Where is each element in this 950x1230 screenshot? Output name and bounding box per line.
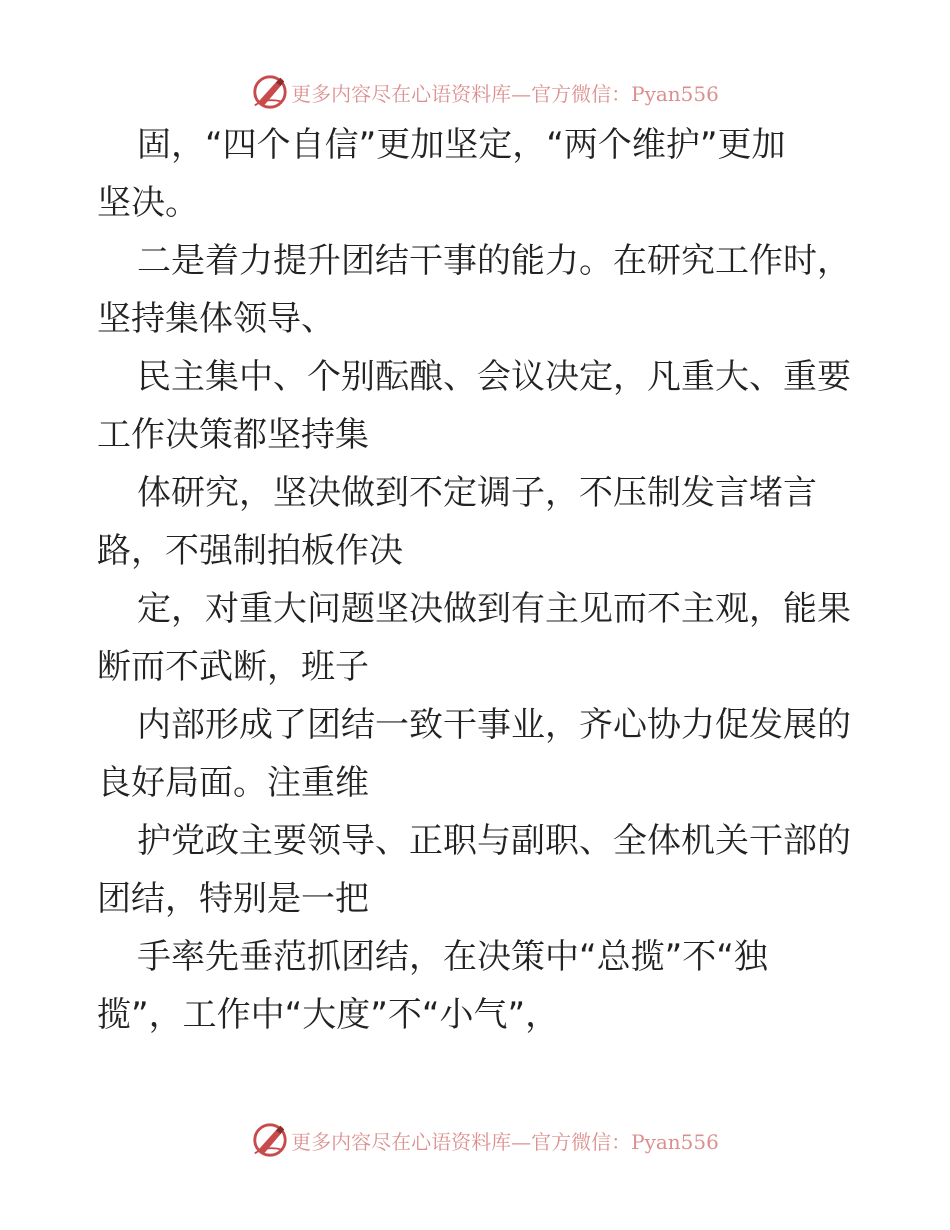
body-text	[97, 116, 857, 1044]
text-line: 坚决。	[97, 183, 199, 223]
text-line: 护党政主要领导、正职与副职、全体机关干部的	[137, 821, 851, 861]
text-line: 民主集中、个别酝酿、会议决定，凡重大、重要	[137, 357, 851, 397]
text-line: 断而不武断，班子	[97, 647, 369, 687]
text-line: 路，不强制拍板作决	[97, 531, 403, 571]
footer-watermark	[0, 1120, 950, 1160]
pen-logo-icon	[251, 73, 289, 111]
text-line: 体研究，坚决做到不定调子，不压制发言堵言	[137, 473, 817, 513]
pen-logo-icon	[251, 1121, 289, 1159]
watermark-text: 更多内容尽在心语资料库—官方微信：Pyan556	[291, 81, 719, 106]
text-line: 团结，特别是一把	[97, 879, 369, 919]
text-line: 定，对重大问题坚决做到有主见而不主观，能果	[137, 589, 851, 629]
header-watermark	[0, 72, 950, 112]
watermark-text: 更多内容尽在心语资料库—官方微信：Pyan556	[291, 1129, 719, 1154]
text-line: 揽”，工作中“大度”不“小气”，	[97, 995, 560, 1035]
text-line: 内部形成了团结一致干事业，齐心协力促发展的	[137, 705, 851, 745]
text-line: 工作决策都坚持集	[97, 415, 369, 455]
text-line: 良好局面。注重维	[97, 763, 369, 803]
text-line: 固，“四个自信”更加坚定，“两个维护”更加	[137, 125, 786, 165]
text-line: 手率先垂范抓团结，在决策中“总揽”不“独	[137, 937, 768, 977]
text-line: 坚持集体领导、	[97, 299, 335, 339]
text-line: 二是着力提升团结干事的能力。在研究工作时，	[137, 241, 851, 281]
